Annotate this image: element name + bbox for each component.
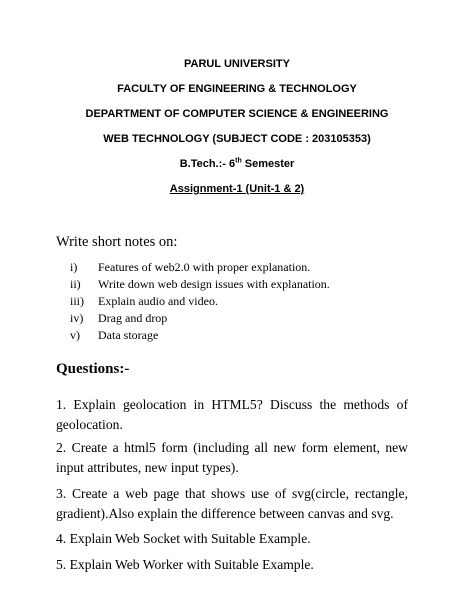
list-item-text: Features of web2.0 with proper explanation.	[98, 260, 311, 274]
assignment-title: Assignment-1 (Unit-1 & 2)	[169, 183, 305, 195]
list-item-text: Drag and drop	[98, 311, 168, 325]
question-item: 3. Create a web page that shows use of svg(circle, rectangle, gradient).Also explain the difference between canvas and svg.	[56, 486, 408, 521]
university-name: PARUL UNIVERSITY	[184, 58, 290, 70]
list-item-number: i)	[70, 260, 78, 274]
list-item-number: v)	[70, 328, 80, 342]
semester-suffix: Semester	[241, 158, 295, 170]
short-notes-title: Write short notes on:	[56, 234, 178, 250]
question-item: 4. Explain Web Socket with Suitable Example.	[56, 531, 311, 546]
faculty-name: FACULTY OF ENGINEERING & TECHNOLOGY	[117, 83, 357, 95]
list-item-text: Data storage	[98, 328, 159, 342]
question-item: 2. Create a html5 form (including all new form element, new input attributes, new input types).	[56, 440, 408, 475]
list-item	[70, 310, 450, 327]
list-item	[70, 259, 450, 276]
list-item	[70, 276, 450, 293]
subject-title: WEB TECHNOLOGY (SUBJECT CODE : 203105353)	[103, 133, 371, 145]
list-item-number: iv)	[70, 311, 84, 325]
list-item-number: iii)	[70, 294, 84, 308]
semester-superscript: th	[235, 157, 242, 165]
questions-heading: Questions:-	[56, 361, 130, 377]
list-item-text: Explain audio and video.	[98, 294, 218, 308]
list-item-number: ii)	[70, 277, 81, 291]
list-item-text: Write down web design issues with explanation.	[98, 277, 330, 291]
question-item: 5. Explain Web Worker with Suitable Example.	[56, 557, 314, 572]
semester-prefix: B.Tech.:- 6	[179, 158, 236, 170]
question-item: 1. Explain geolocation in HTML5? Discuss the methods of geolocation.	[56, 397, 408, 432]
list-item	[70, 327, 450, 344]
semester-line	[0, 157, 474, 171]
department-name: DEPARTMENT OF COMPUTER SCIENCE & ENGINEERING	[85, 108, 389, 120]
short-notes-list	[70, 259, 450, 344]
list-item	[70, 293, 450, 310]
